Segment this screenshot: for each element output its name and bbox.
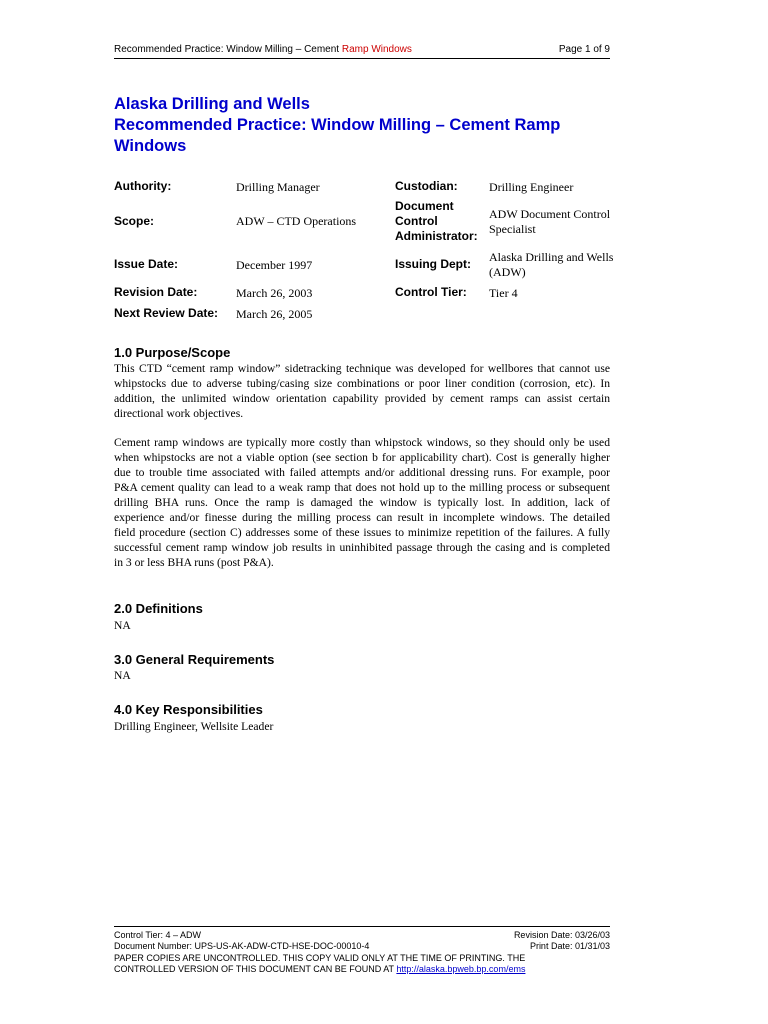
paragraph-line: whipstocks due to adverse tubing/casing size combinations or poor liner condition (corrosion, etc). In — [114, 377, 610, 390]
footer-document-number: Document Number: UPS-US-AK-ADW-CTD-HSE-DOC-00010-4 — [114, 941, 370, 951]
section-heading-general-requirements: 3.0 General Requirements — [114, 652, 275, 667]
section-heading-definitions: 2.0 Definitions — [114, 601, 203, 616]
footer-row-1 — [114, 930, 610, 941]
next-review-label: Next Review Date: — [114, 306, 219, 320]
general-requirements-body: NA — [114, 669, 131, 682]
page-number: Page 1 of 9 — [558, 44, 610, 55]
issuing-dept-value-1: Alaska Drilling and Wells — [489, 250, 614, 264]
definitions-body: NA — [114, 619, 131, 632]
section-heading-key-responsibilities: 4.0 Key Responsibilities — [114, 702, 263, 717]
issue-date-value: December 1997 — [236, 258, 313, 272]
paragraph-line: drilling BHA runs. Once the ramp is damaged the window is typically lost. In addition, lack of — [114, 496, 610, 509]
header-divider — [114, 58, 610, 59]
control-tier-label: Control Tier: — [395, 285, 467, 299]
section-heading-purpose: 1.0 Purpose/Scope — [114, 345, 231, 360]
paragraph-line: successful cement ramp window job results in uninhibited passage through the casing and is completed — [114, 541, 610, 554]
paragraph-line: Cement ramp windows are typically more costly than whipstock windows, so they should only be used — [114, 436, 610, 449]
paragraph-line: P&A cement quality can lead to a weak ramp that does not hold up to the milling process or subsequent — [114, 481, 610, 494]
paragraph-line: directional work objectives. — [114, 407, 244, 420]
doc-title-line-3: Windows — [114, 137, 187, 155]
revision-date-label: Revision Date: — [114, 285, 198, 299]
doc-title-line-2: Recommended Practice: Window Milling – Cement Ramp — [114, 116, 561, 134]
authority-label: Authority: — [114, 179, 172, 193]
doc-title-line-1: Alaska Drilling and Wells — [114, 95, 310, 113]
footer-notice-text: CONTROLLED VERSION OF THIS DOCUMENT CAN BE FOUND AT — [114, 964, 397, 974]
paragraph-line: due to trouble time associated with failed attempts and/or additional dressing runs. For example, poor — [114, 466, 610, 479]
doc-admin-label-1: Document — [395, 199, 454, 213]
footer-control-tier: Control Tier: 4 – ADW — [114, 930, 202, 940]
paragraph-line: addition, the unlimited window orientation capability provided by cement ramps can assist certain — [114, 392, 610, 405]
header-title-highlight: Ramp Windows — [341, 44, 412, 55]
authority-value: Drilling Manager — [236, 180, 320, 194]
doc-admin-value-1: ADW Document Control — [489, 207, 611, 221]
doc-admin-label-3: Administrator: — [395, 229, 478, 243]
custodian-label: Custodian: — [395, 179, 458, 193]
footer-divider — [114, 926, 610, 927]
revision-date-value: March 26, 2003 — [236, 286, 313, 300]
footer-notice-line-1: PAPER COPIES ARE UNCONTROLLED. THIS COPY VALID ONLY AT THE TIME OF PRINTING. THE — [114, 953, 526, 963]
paragraph-line: This CTD “cement ramp window” sidetracking technique was developed for wellbores that cannot use — [114, 362, 610, 375]
purpose-paragraph-2 — [114, 435, 610, 570]
footer-revision-date: Revision Date: 03/26/03 — [513, 930, 610, 940]
footer-row-2 — [114, 941, 610, 952]
next-review-value: March 26, 2005 — [236, 307, 313, 321]
footer-print-date: Print Date: 01/31/03 — [529, 941, 610, 951]
doc-admin-label-2: Control — [395, 214, 438, 228]
paragraph-line: field procedure (section C) addresses some of these issues to minimize repetition of the failures. A fully — [114, 526, 610, 539]
issuing-dept-value-2: (ADW) — [489, 265, 526, 279]
issuing-dept-label: Issuing Dept: — [395, 257, 472, 271]
key-responsibilities-body: Drilling Engineer, Wellsite Leader — [114, 720, 274, 733]
ems-link[interactable]: http://alaska.bpweb.bp.com/ems — [396, 964, 526, 974]
purpose-paragraph-1 — [114, 361, 610, 421]
scope-value: ADW – CTD Operations — [236, 214, 357, 228]
issue-date-label: Issue Date: — [114, 257, 179, 271]
paragraph-line: when whipstocks are not a viable option (see section b for applicability chart). Cost is generally higher — [114, 451, 610, 464]
paragraph-line: in 3 or less BHA runs (post P&A). — [114, 556, 274, 569]
footer-notice-line-2 — [114, 964, 610, 975]
running-header — [114, 44, 610, 55]
custodian-value: Drilling Engineer — [489, 180, 574, 194]
header-title: Recommended Practice: Window Milling – Cement — [114, 44, 342, 55]
scope-label: Scope: — [114, 214, 155, 228]
paragraph-line: experience and/or finesse during the milling process can result in incomplete windows. The detailed — [114, 511, 610, 524]
doc-admin-value-2: Specialist — [489, 222, 536, 236]
control-tier-value: Tier 4 — [489, 286, 518, 300]
